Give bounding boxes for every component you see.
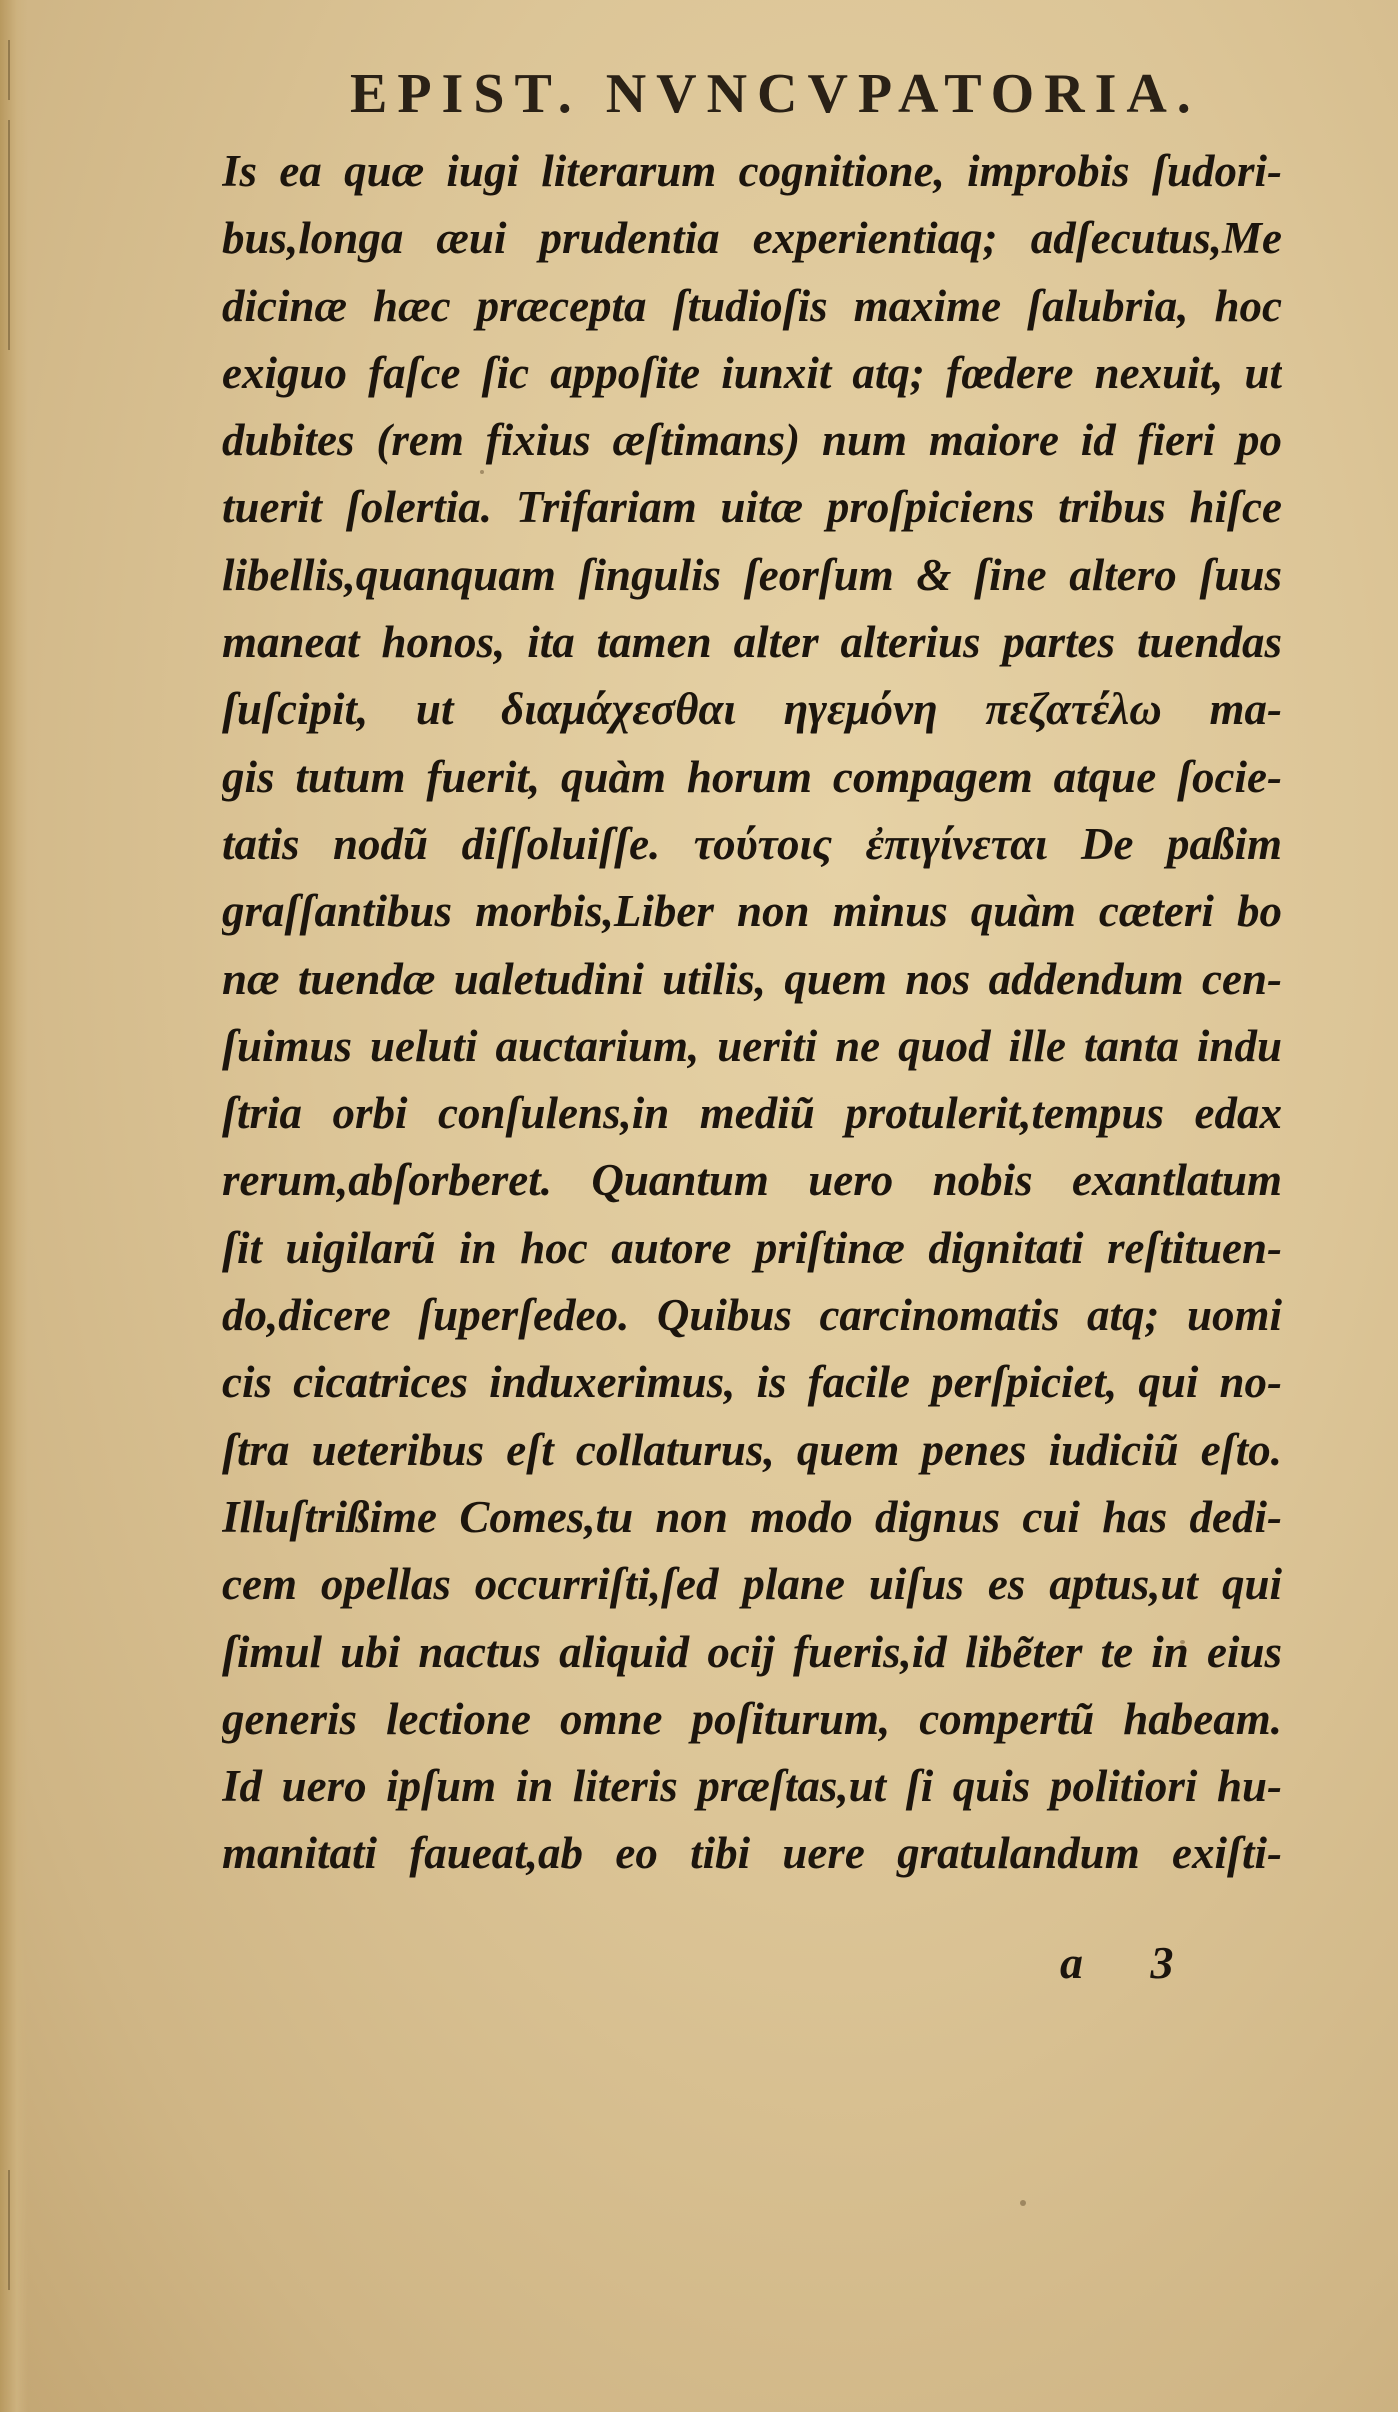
text-line: tuerit ſolertia. Trifariam uitæ proſpiciens tribus hiſce: [222, 482, 1282, 533]
text-line: bus,longa æui prudentia experientiaq; adſecutus,Me: [222, 213, 1282, 264]
text-line: cis cicatrices induxerimus, is facile perſpiciet, qui no-: [222, 1357, 1282, 1408]
text-line: dicinæ hæc præcepta ſtudioſis maxime ſalubria, hoc: [222, 280, 1282, 331]
text-line: Is ea quæ iugi literarum cognitione, improbis ſudori-: [222, 146, 1282, 196]
text-line: ſit uigilarũ in hoc autore priſtinæ dignitati reſtituen-: [222, 1222, 1282, 1273]
signature-mark: a 3: [1060, 1937, 1202, 1988]
gutter-mark: [8, 40, 10, 100]
text-line: libellis,quanquam ſingulis ſeorſum & ſine altero ſuus: [222, 549, 1282, 600]
text-line: ſtria orbi conſulens,in mediũ protulerit,tempus edax: [222, 1088, 1282, 1139]
text-line: do,dicere ſuperſedeo. Quibus carcinomatis atq; uomi: [222, 1290, 1282, 1341]
text-line: ſuimus ueluti auctarium, ueriti ne quod ille tanta indu: [222, 1020, 1282, 1071]
page-gutter: [0, 0, 28, 2412]
text-line: generis lectione omne poſiturum, compertũ habeam.: [222, 1693, 1282, 1744]
body-text: [222, 138, 1282, 1888]
gutter-mark: [8, 2170, 10, 2290]
running-header: EPIST. NVNCVPATORIA.: [350, 63, 1201, 125]
text-line: ſuſcipit, ut διαμάχεσθαι ηγεμόνη πεζατέλω ma-: [222, 684, 1282, 735]
text-line: tatis nodũ diſſoluiſſe. τούτοις ἐπιγίνεται De paßim: [222, 818, 1282, 869]
text-line: ſtra ueteribus eſt collaturus, quem penes iudiciũ eſto.: [222, 1424, 1282, 1475]
text-line: ſimul ubi nactus aliquid ocij fueris,id libẽter te in eius: [222, 1626, 1282, 1677]
gutter-mark: [8, 120, 10, 350]
text-line: maneat honos, ita tamen alter alterius partes tuendas: [222, 617, 1282, 668]
text-line: dubites (rem fixius æſtimans) num maiore id fieri po: [222, 415, 1282, 466]
text-line: cem opellas occurriſti,ſed plane uiſus es aptus,ut qui: [222, 1559, 1282, 1610]
paper-speck: [1180, 1640, 1185, 1644]
text-line: Id uero ipſum in literis præſtas,ut ſi quis politiori hu-: [222, 1761, 1282, 1812]
text-line: rerum,abſorberet. Quantum uero nobis exantlatum: [222, 1155, 1282, 1206]
paper-speck: [1020, 2200, 1026, 2206]
text-line: exiguo faſce ſic appoſite iunxit atq; fœdere nexuit, ut: [222, 347, 1282, 398]
text-line: graſſantibus morbis,Liber non minus quàm cæteri bo: [222, 886, 1282, 937]
text-line: næ tuendæ ualetudini utilis, quem nos addendum cen-: [222, 953, 1282, 1004]
text-line: gis tutum fuerit, quàm horum compagem atque ſocie-: [222, 751, 1282, 802]
text-line: manitati faueat,ab eo tibi uere gratulandum exiſti-: [222, 1828, 1282, 1879]
text-line: Illuſtrißime Comes,tu non modo dignus cui has dedi-: [222, 1491, 1282, 1542]
paper-speck: [480, 470, 484, 474]
